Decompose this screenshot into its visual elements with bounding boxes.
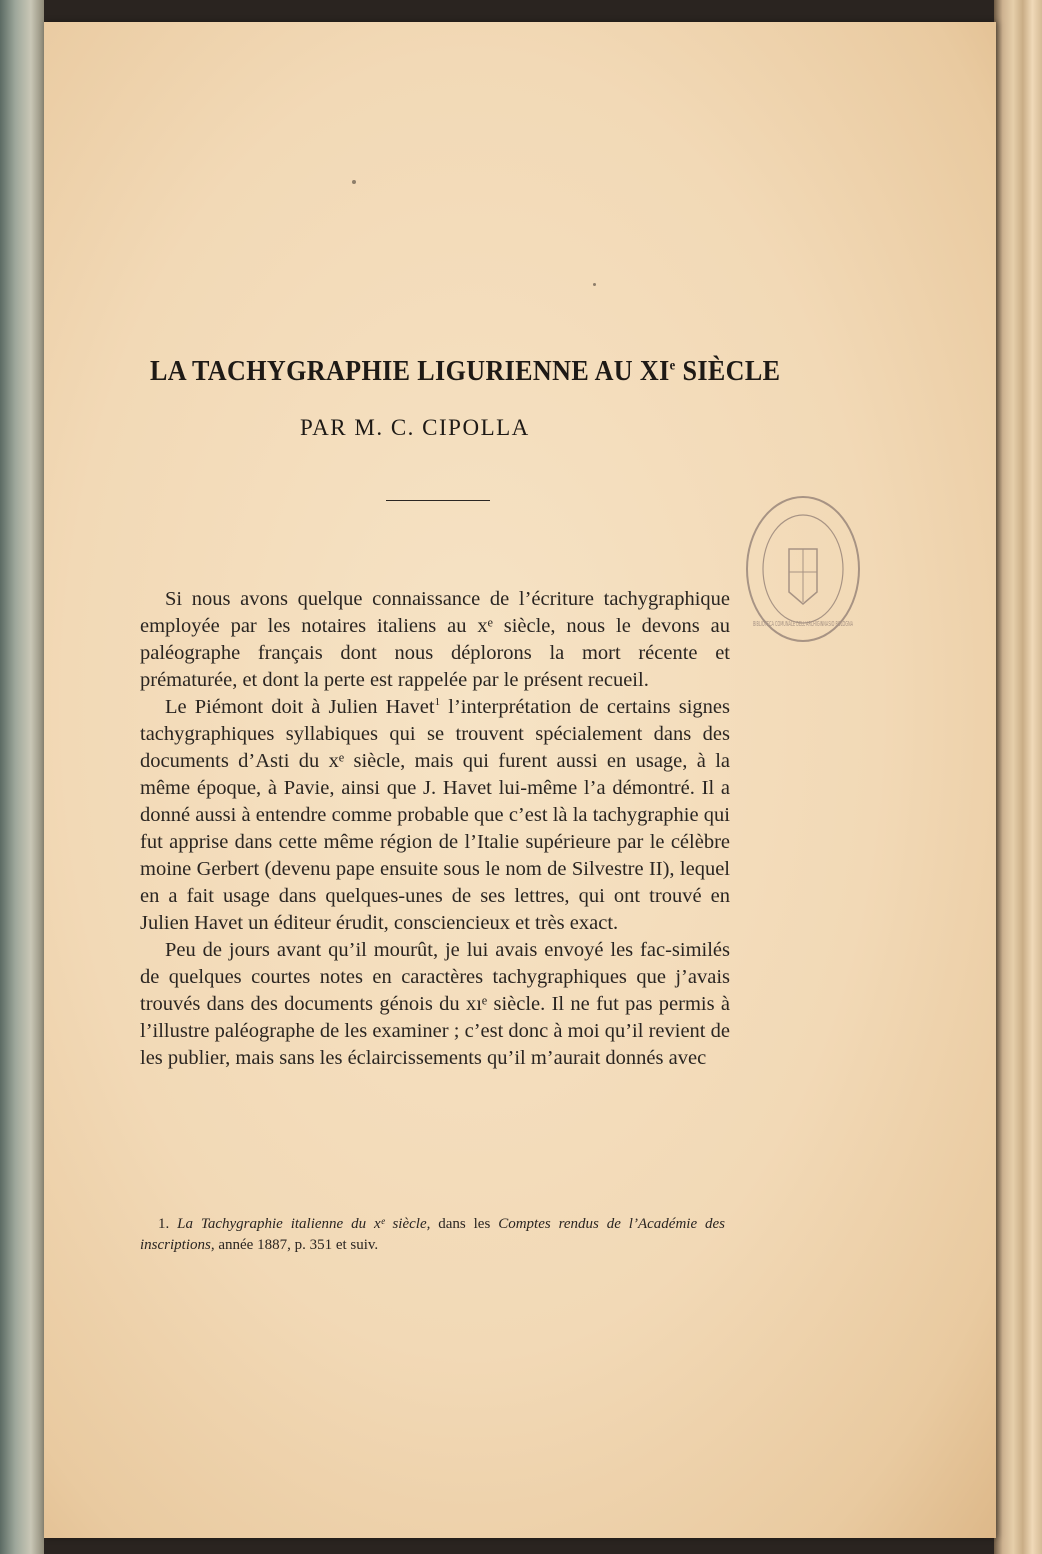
book-left-edge <box>0 0 44 1554</box>
paper-speck <box>593 283 596 286</box>
footnote-1 <box>140 1214 725 1256</box>
paragraph-2 <box>140 694 730 937</box>
footnote-text-mid: dans les <box>430 1216 499 1232</box>
library-stamp-icon <box>744 494 862 644</box>
article-title-superscript: e <box>669 358 676 374</box>
paragraph-2-rest: l’interprétation de certains signes tachygraphiques syllabiques qui se trouvent spécialement dans des documents d’Asti du xᵉ siècle, mais qui furent aussi en usage, à la même époque, à Pavie, ainsi que J. Havet lui-même l’a démontré. Il a donné aussi à entendre comme probable que c’est là la tachygraphie qui fut apprise dans cette même région de l’Italie supérieure par le célèbre moine Gerbert (devenu pape ensuite sous le nom de Silvestre II), lequel en a fait usage dans quelques-unes de ses lettres, qui ont trouvé en Julien Havet un éditeur érudit, consciencieux et très exact. <box>140 696 730 934</box>
footnote-cited-title: La Tachygraphie italienne du xᵉ siècle, <box>177 1216 431 1232</box>
library-stamp-label: BIBLIOTECA COMUNALE DELL'ARCHIGINNASIO BOLOGNA <box>753 620 854 628</box>
footnote-number: 1. <box>158 1216 170 1232</box>
paragraph-1: Si nous avons quelque connaissance de l’écriture tachygraphique employée par les notaires italiens au xᵉ siècle, nous le devons au paléographe français dont nous déplorons la mort récente et prématurée, et dont la perte est rappelée par le présent recueil. <box>140 588 730 691</box>
article-title <box>150 355 781 388</box>
paper-speck <box>352 180 356 184</box>
article-byline: PAR M. C. CIPOLLA <box>300 415 530 440</box>
footnote-text-end: année 1887, p. 351 et suiv. <box>214 1237 379 1253</box>
book-right-page-edges <box>994 0 1042 1554</box>
title-separator-rule <box>386 500 490 501</box>
footnote-reference: 1 <box>434 696 441 709</box>
paragraph-3: Peu de jours avant qu’il mourût, je lui avais envoyé les fac-similés de quelques courtes notes en caractères tachygraphiques que j’avais trouvés dans des documents génois du xıᵉ siècle. Il ne fut pas permis à l’illustre paléographe de les examiner ; c’est donc à moi qu’il revient de les publier, mais sans les éclaircissements qu’il m’aurait donnés avec <box>140 939 730 1069</box>
article-body <box>140 586 730 1072</box>
paragraph-2-start: Le Piémont doit à Julien Havet <box>165 696 435 718</box>
article-title-main: LA TACHYGRAPHIE LIGURIENNE AU XI <box>150 355 670 387</box>
footnote-journal: Comptes rendus de l’Académie des inscriptions, <box>140 1216 725 1253</box>
article-title-end: SIÈCLE <box>675 355 781 387</box>
